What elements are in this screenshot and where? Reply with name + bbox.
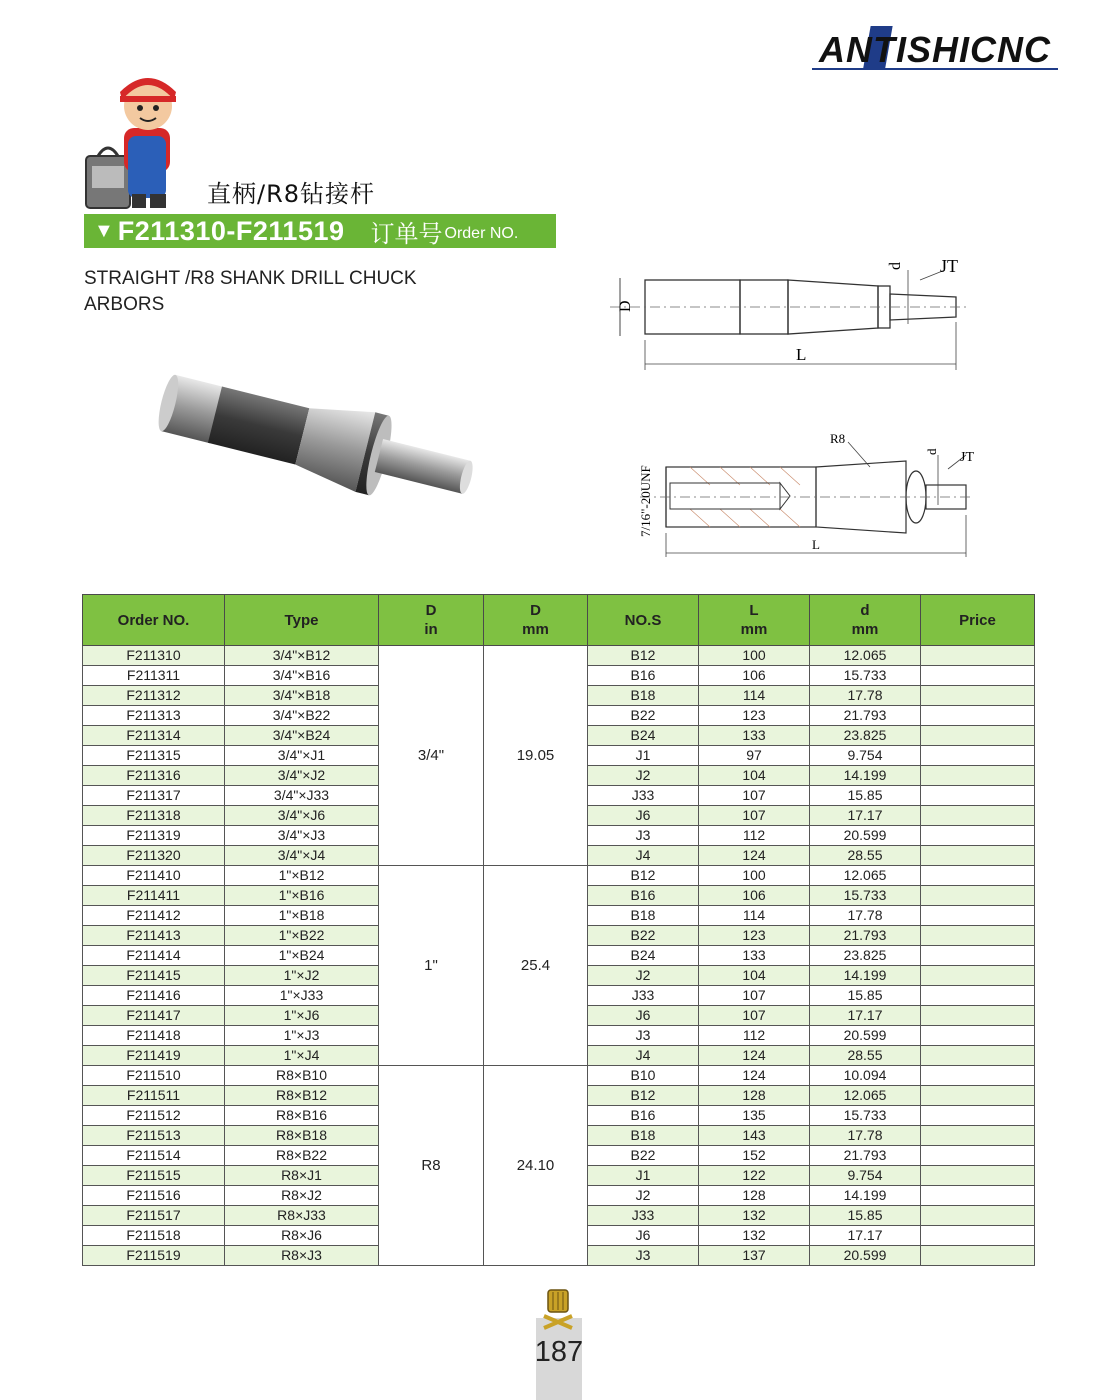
cell-l-mm: 128 (699, 1086, 810, 1106)
cell-l-mm: 132 (699, 1206, 810, 1226)
table-row (83, 866, 1035, 886)
cell-price (921, 666, 1035, 686)
cell-type: 1"×B18 (225, 906, 379, 926)
cell-nos: B16 (588, 666, 699, 686)
cell-nos: B10 (588, 1066, 699, 1086)
cell-price (921, 686, 1035, 706)
header-type: Type (225, 595, 379, 646)
cell-order-no: F211410 (83, 866, 225, 886)
cell-l-mm: 100 (699, 646, 810, 666)
cell-small-d-mm: 15.85 (810, 1206, 921, 1226)
cell-small-d-mm: 21.793 (810, 926, 921, 946)
cell-price (921, 926, 1035, 946)
cell-price (921, 706, 1035, 726)
cell-order-no: F211413 (83, 926, 225, 946)
table-header-row (83, 595, 1035, 646)
cell-small-d-mm: 12.065 (810, 1086, 921, 1106)
cell-order-no: F211517 (83, 1206, 225, 1226)
cell-price (921, 1046, 1035, 1066)
cell-l-mm: 124 (699, 1046, 810, 1066)
cell-l-mm: 106 (699, 666, 810, 686)
header-order-no: Order NO. (83, 595, 225, 646)
cell-type: 3/4"×B16 (225, 666, 379, 686)
cell-order-no: F211418 (83, 1026, 225, 1046)
cell-type: R8×J6 (225, 1226, 379, 1246)
cell-nos: J33 (588, 986, 699, 1006)
cell-nos: B18 (588, 686, 699, 706)
cell-order-no: F211510 (83, 1066, 225, 1086)
title-english (84, 266, 504, 318)
cell-type: 3/4"×B18 (225, 686, 379, 706)
cell-nos: J3 (588, 1026, 699, 1046)
cell-price (921, 806, 1035, 826)
order-label-cn: 订单号 (370, 219, 443, 248)
cell-type: 3/4"×B22 (225, 706, 379, 726)
cell-type: R8×J33 (225, 1206, 379, 1226)
title-english-line2: ARBORS (84, 294, 165, 315)
cell-small-d-mm: 17.78 (810, 1126, 921, 1146)
cell-order-no: F211313 (83, 706, 225, 726)
cell-nos: J2 (588, 1186, 699, 1206)
cell-order-no: F211516 (83, 1186, 225, 1206)
cell-nos: J33 (588, 786, 699, 806)
cell-type: 1"×J33 (225, 986, 379, 1006)
cell-price (921, 1126, 1035, 1146)
product-photo (150, 370, 490, 525)
cell-type: 1"×B12 (225, 866, 379, 886)
cell-nos: B18 (588, 906, 699, 926)
cell-small-d-mm: 10.094 (810, 1066, 921, 1086)
cell-l-mm: 112 (699, 1026, 810, 1046)
cell-nos: B12 (588, 646, 699, 666)
cell-nos: B16 (588, 886, 699, 906)
cell-l-mm: 104 (699, 966, 810, 986)
order-label-en: Order NO. (444, 225, 519, 242)
cell-order-no: F211515 (83, 1166, 225, 1186)
cell-l-mm: 124 (699, 846, 810, 866)
label-D: D (617, 300, 634, 312)
cell-price (921, 1186, 1035, 1206)
cell-small-d-mm: 12.065 (810, 646, 921, 666)
cell-price (921, 1166, 1035, 1186)
cell-nos: J4 (588, 846, 699, 866)
title-chinese: 直柄/R8钻接杆 (207, 180, 376, 208)
cell-d-mm: 25.4 (484, 866, 588, 1066)
header-small-d-mm: d mm (810, 595, 921, 646)
cell-type: R8×B18 (225, 1126, 379, 1146)
cell-order-no: F211519 (83, 1246, 225, 1266)
cell-l-mm: 133 (699, 726, 810, 746)
cell-l-mm: 122 (699, 1166, 810, 1186)
cell-type: 1"×J6 (225, 1006, 379, 1026)
cell-nos: B18 (588, 1126, 699, 1146)
cell-order-no: F211414 (83, 946, 225, 966)
label-r8: R8 (830, 431, 846, 446)
cell-type: 3/4"×J33 (225, 786, 379, 806)
cell-price (921, 766, 1035, 786)
cell-l-mm: 107 (699, 1006, 810, 1026)
cell-order-no: F211411 (83, 886, 225, 906)
cell-d-in: 1" (379, 866, 484, 1066)
table-row (83, 1066, 1035, 1086)
cell-small-d-mm: 23.825 (810, 946, 921, 966)
header-nos: NO.S (588, 595, 699, 646)
cell-price (921, 946, 1035, 966)
cell-type: R8×B22 (225, 1146, 379, 1166)
cell-price (921, 646, 1035, 666)
cell-type: 3/4"×J2 (225, 766, 379, 786)
header-d-mm: D mm (484, 595, 588, 646)
cell-order-no: F211415 (83, 966, 225, 986)
cell-order-no: F211314 (83, 726, 225, 746)
cell-type: 1"×B24 (225, 946, 379, 966)
cell-nos: B16 (588, 1106, 699, 1126)
cell-price (921, 866, 1035, 886)
cell-type: 3/4"×J4 (225, 846, 379, 866)
cell-small-d-mm: 20.599 (810, 1246, 921, 1266)
cell-type: R8×B16 (225, 1106, 379, 1126)
brand-logo (808, 24, 1063, 72)
cell-price (921, 986, 1035, 1006)
cell-price (921, 1206, 1035, 1226)
cell-type: 3/4"×J1 (225, 746, 379, 766)
cell-order-no: F211318 (83, 806, 225, 826)
cell-order-no: F211417 (83, 1006, 225, 1026)
cell-price (921, 726, 1035, 746)
cell-nos: J6 (588, 1226, 699, 1246)
cell-l-mm: 97 (699, 746, 810, 766)
cell-type: 3/4"×J3 (225, 826, 379, 846)
cell-type: 1"×J3 (225, 1026, 379, 1046)
cell-price (921, 1006, 1035, 1026)
cell-nos: J3 (588, 1246, 699, 1266)
table-row (83, 646, 1035, 666)
cell-l-mm: 114 (699, 906, 810, 926)
cell-order-no: F211317 (83, 786, 225, 806)
cell-order-no: F211310 (83, 646, 225, 666)
cell-nos: J2 (588, 766, 699, 786)
cell-type: R8×J2 (225, 1186, 379, 1206)
cell-price (921, 1086, 1035, 1106)
header-l-mm: L mm (699, 595, 810, 646)
cell-price (921, 786, 1035, 806)
label-L-r8: L (812, 537, 820, 552)
cell-small-d-mm: 15.85 (810, 786, 921, 806)
cell-type: R8×J1 (225, 1166, 379, 1186)
cell-order-no: F211319 (83, 826, 225, 846)
cell-order-no: F211311 (83, 666, 225, 686)
order-range: F211310-F211519 (117, 215, 345, 246)
label-jt: JT (940, 256, 958, 276)
cell-price (921, 886, 1035, 906)
drill-chuck-icon (538, 1288, 578, 1332)
cell-small-d-mm: 17.78 (810, 686, 921, 706)
cell-l-mm: 100 (699, 866, 810, 886)
cell-nos: B22 (588, 706, 699, 726)
cell-nos: B24 (588, 946, 699, 966)
cell-type: 1"×B16 (225, 886, 379, 906)
cell-type: 3/4"×B12 (225, 646, 379, 666)
cell-order-no: F211513 (83, 1126, 225, 1146)
cell-l-mm: 107 (699, 986, 810, 1006)
cell-nos: J1 (588, 1166, 699, 1186)
cell-type: 3/4"×J6 (225, 806, 379, 826)
cell-order-no: F211511 (83, 1086, 225, 1106)
cell-small-d-mm: 28.55 (810, 1046, 921, 1066)
cell-price (921, 1106, 1035, 1126)
cell-l-mm: 107 (699, 786, 810, 806)
cell-nos: B22 (588, 1146, 699, 1166)
label-d: d (887, 262, 904, 270)
cell-type: R8×J3 (225, 1246, 379, 1266)
cell-price (921, 1246, 1035, 1266)
cell-small-d-mm: 9.754 (810, 746, 921, 766)
cell-small-d-mm: 17.17 (810, 806, 921, 826)
cell-l-mm: 104 (699, 766, 810, 786)
cell-price (921, 1066, 1035, 1086)
cell-small-d-mm: 14.199 (810, 766, 921, 786)
cell-small-d-mm: 15.733 (810, 886, 921, 906)
header-price: Price (921, 595, 1035, 646)
cell-price (921, 906, 1035, 926)
cell-small-d-mm: 20.599 (810, 826, 921, 846)
title-english-line1: STRAIGHT /R8 SHANK DRILL CHUCK (84, 268, 417, 289)
cell-small-d-mm: 15.733 (810, 1106, 921, 1126)
cell-price (921, 1146, 1035, 1166)
mascot-illustration (84, 70, 194, 215)
cell-order-no: F211412 (83, 906, 225, 926)
cell-nos: B24 (588, 726, 699, 746)
cell-order-no: F211312 (83, 686, 225, 706)
cell-price (921, 826, 1035, 846)
cell-l-mm: 132 (699, 1226, 810, 1246)
cell-small-d-mm: 23.825 (810, 726, 921, 746)
cell-nos: B12 (588, 1086, 699, 1106)
cell-l-mm: 137 (699, 1246, 810, 1266)
r8-shank-drawing (630, 425, 975, 565)
cell-price (921, 1026, 1035, 1046)
cell-d-mm: 24.10 (484, 1066, 588, 1266)
cell-small-d-mm: 9.754 (810, 1166, 921, 1186)
label-jt-r8: JT (960, 450, 974, 465)
cell-l-mm: 106 (699, 886, 810, 906)
cell-order-no: F211518 (83, 1226, 225, 1246)
cell-small-d-mm: 12.065 (810, 866, 921, 886)
cell-type: 3/4"×B24 (225, 726, 379, 746)
cell-nos: J1 (588, 746, 699, 766)
cell-d-in: 3/4" (379, 646, 484, 866)
cell-small-d-mm: 28.55 (810, 846, 921, 866)
cell-l-mm: 143 (699, 1126, 810, 1146)
cell-small-d-mm: 21.793 (810, 1146, 921, 1166)
cell-nos: B12 (588, 866, 699, 886)
cell-order-no: F211416 (83, 986, 225, 1006)
order-number-bar (84, 214, 556, 248)
cell-l-mm: 107 (699, 806, 810, 826)
straight-shank-drawing (600, 250, 980, 375)
cell-type: R8×B10 (225, 1066, 379, 1086)
header-d-in: D in (379, 595, 484, 646)
label-thread: 7/16"-20UNF (638, 465, 653, 537)
label-L: L (796, 345, 807, 364)
cell-nos: J6 (588, 1006, 699, 1026)
cell-nos: J3 (588, 826, 699, 846)
cell-order-no: F211514 (83, 1146, 225, 1166)
cell-nos: J4 (588, 1046, 699, 1066)
cell-type: 1"×J2 (225, 966, 379, 986)
cell-l-mm: 124 (699, 1066, 810, 1086)
cell-price (921, 966, 1035, 986)
brand-text: ANTISHICNC (819, 29, 1051, 70)
cell-small-d-mm: 15.733 (810, 666, 921, 686)
cell-small-d-mm: 14.199 (810, 966, 921, 986)
label-d-r8: d (924, 448, 939, 455)
cell-l-mm: 128 (699, 1186, 810, 1206)
cell-l-mm: 123 (699, 706, 810, 726)
cell-price (921, 846, 1035, 866)
cell-small-d-mm: 17.17 (810, 1006, 921, 1026)
cell-order-no: F211316 (83, 766, 225, 786)
cell-small-d-mm: 17.78 (810, 906, 921, 926)
cell-nos: J33 (588, 1206, 699, 1226)
spec-table (82, 594, 1035, 1266)
cell-l-mm: 133 (699, 946, 810, 966)
cell-price (921, 746, 1035, 766)
cell-l-mm: 114 (699, 686, 810, 706)
cell-small-d-mm: 14.199 (810, 1186, 921, 1206)
cell-nos: J6 (588, 806, 699, 826)
cell-price (921, 1226, 1035, 1246)
triangle-icon: ▼ (94, 219, 114, 242)
cell-type: 1"×B22 (225, 926, 379, 946)
cell-small-d-mm: 21.793 (810, 706, 921, 726)
cell-small-d-mm: 17.17 (810, 1226, 921, 1246)
cell-d-mm: 19.05 (484, 646, 588, 866)
cell-l-mm: 112 (699, 826, 810, 846)
cell-l-mm: 123 (699, 926, 810, 946)
cell-type: 1"×J4 (225, 1046, 379, 1066)
cell-l-mm: 135 (699, 1106, 810, 1126)
cell-order-no: F211315 (83, 746, 225, 766)
cell-l-mm: 152 (699, 1146, 810, 1166)
cell-nos: B22 (588, 926, 699, 946)
page-number: 187 (534, 1336, 584, 1368)
cell-small-d-mm: 20.599 (810, 1026, 921, 1046)
cell-order-no: F211419 (83, 1046, 225, 1066)
cell-nos: J2 (588, 966, 699, 986)
cell-d-in: R8 (379, 1066, 484, 1266)
cell-order-no: F211320 (83, 846, 225, 866)
cell-small-d-mm: 15.85 (810, 986, 921, 1006)
cell-type: R8×B12 (225, 1086, 379, 1106)
cell-order-no: F211512 (83, 1106, 225, 1126)
